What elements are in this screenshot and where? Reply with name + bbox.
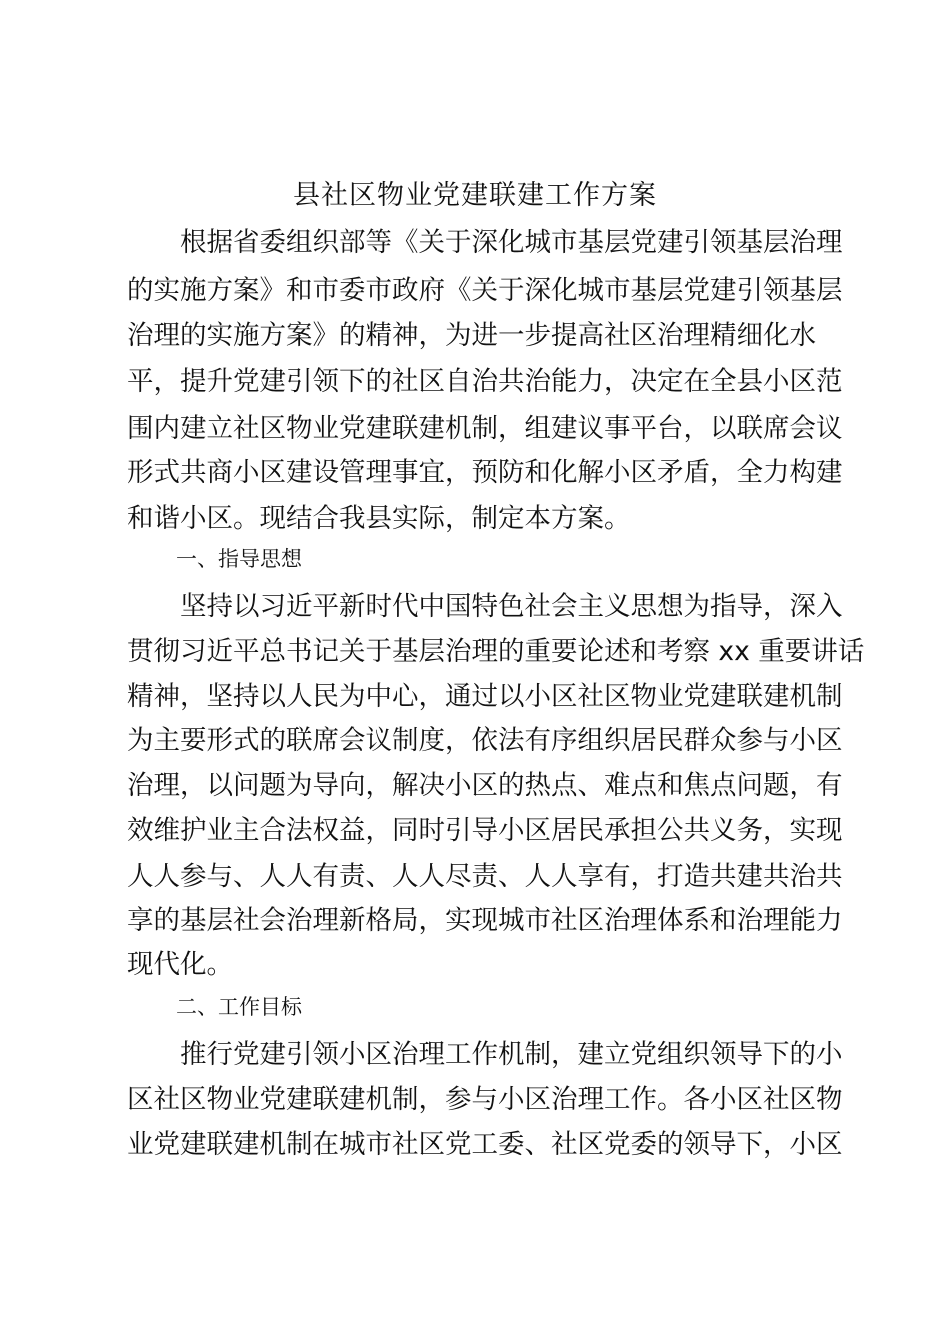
- intro-line-1: 根据省委组织部等《关于深化城市基层党建引领基层治理: [127, 227, 843, 258]
- section1-line-4: 为主要形式的联席会议制度，依法有序组织居民群众参与小区: [127, 725, 843, 756]
- intro-line-6: 形式共商小区建设管理事宜，预防和化解小区矛盾，全力构建: [127, 457, 843, 488]
- section1-line-5: 治理，以问题为导向，解决小区的热点、难点和焦点问题，有: [127, 770, 843, 801]
- section1-line-6: 效维护业主合法权益，同时引导小区居民承担公共义务，实现: [127, 815, 843, 846]
- intro-line-5: 围内建立社区物业党建联建机制，组建议事平台，以联席会议: [127, 413, 843, 444]
- section1-line-3: 精神，坚持以人民为中心，通过以小区社区物业党建联建机制: [127, 681, 843, 712]
- section-heading-guiding-ideology: 一、指导思想: [176, 547, 302, 571]
- section1-line-9: 现代化。: [127, 949, 233, 980]
- section1-line-2: 贯彻习近平总书记关于基层治理的重要论述和考察 xx 重要讲话: [127, 636, 865, 667]
- section1-line-7: 人人参与、人人有责、人人尽责、人人享有，打造共建共治共: [127, 861, 843, 892]
- document-title: 县社区物业党建联建工作方案: [293, 180, 657, 211]
- section2-line-1: 推行党建引领小区治理工作机制，建立党组织领导下的小: [127, 1039, 843, 1070]
- section1-line-8: 享的基层社会治理新格局，实现城市社区治理体系和治理能力: [127, 905, 843, 936]
- section1-line-1: 坚持以习近平新时代中国特色社会主义思想为指导，深入: [127, 591, 843, 622]
- intro-line-3: 治理的实施方案》的精神，为进一步提高社区治理精细化水: [127, 320, 816, 351]
- intro-line-4: 平，提升党建引领下的社区自治共治能力，决定在全县小区范: [127, 366, 843, 397]
- section-heading-work-objectives: 二、工作目标: [176, 995, 302, 1019]
- intro-line-7: 和谐小区。现结合我县实际，制定本方案。: [127, 503, 631, 534]
- section2-line-3: 业党建联建机制在城市社区党工委、社区党委的领导下，小区: [127, 1129, 843, 1160]
- section2-line-2: 区社区物业党建联建机制，参与小区治理工作。各小区社区物: [127, 1084, 843, 1115]
- intro-line-2: 的实施方案》和市委市政府《关于深化城市基层党建引领基层: [127, 275, 843, 306]
